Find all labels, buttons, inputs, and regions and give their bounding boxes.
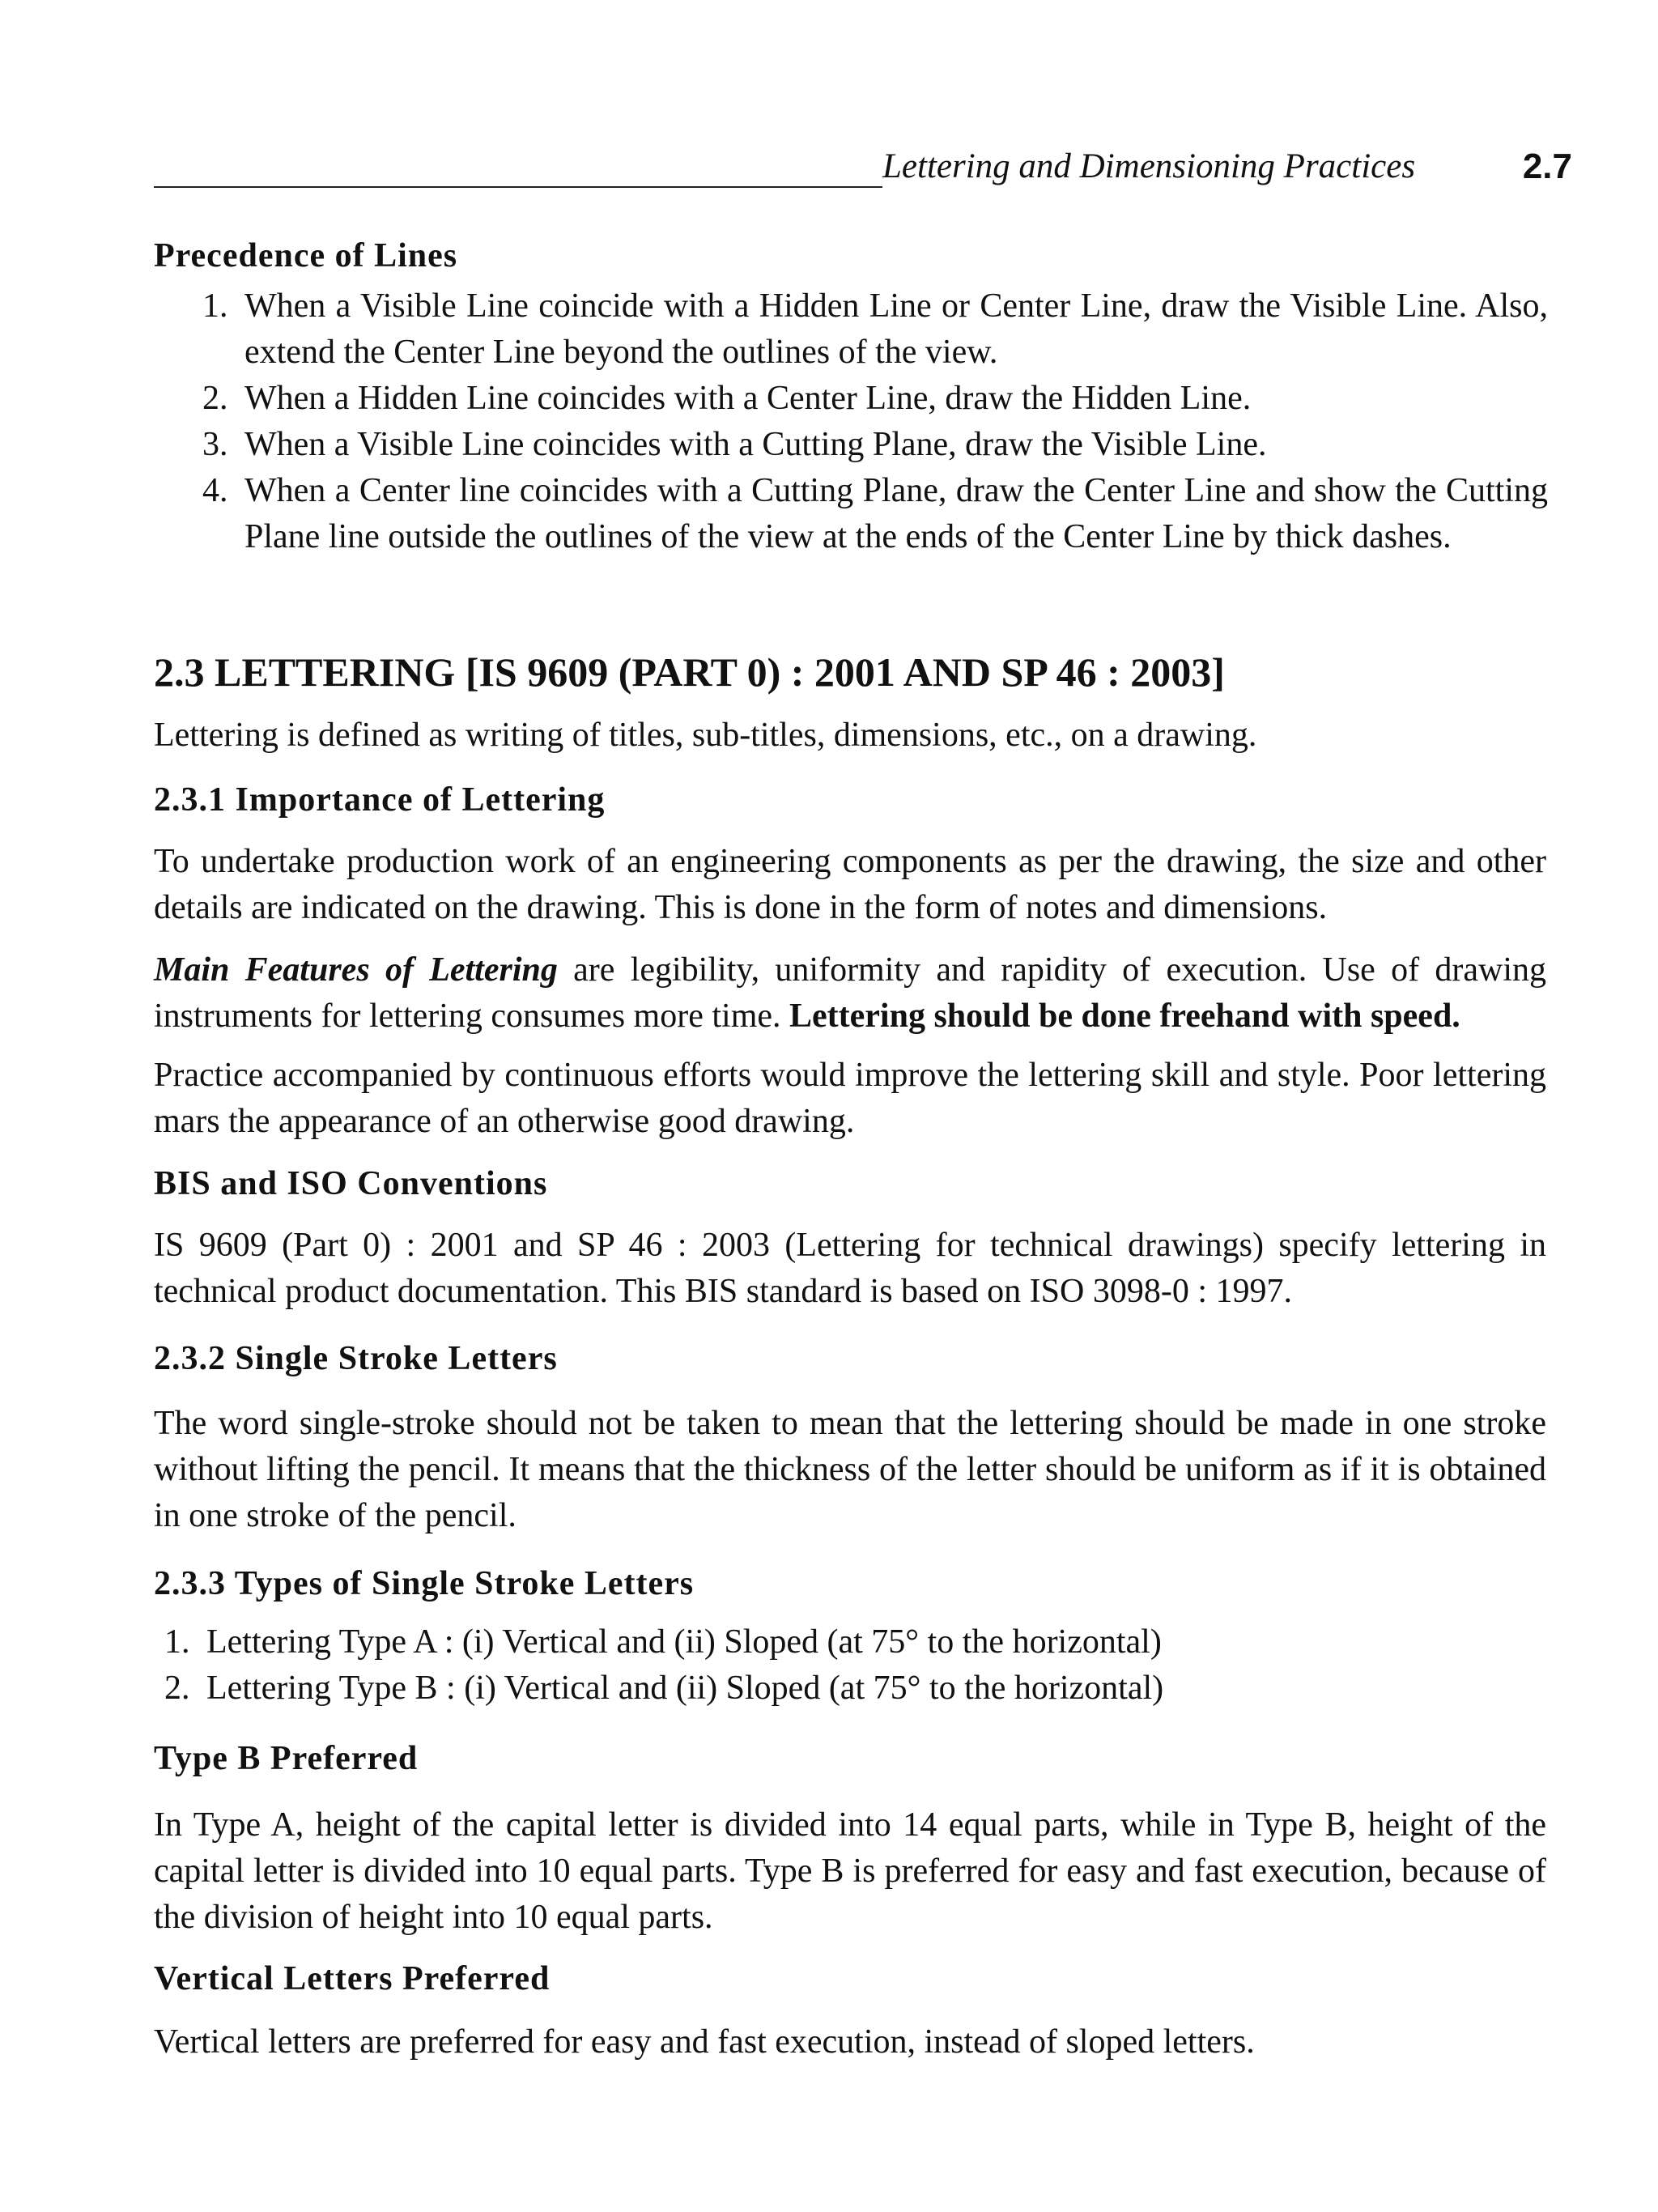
list-text: When a Hidden Line coincides with a Center Line, draw the Hidden Line. (244, 380, 1252, 417)
vertical-paragraph: Vertical letters are preferred for easy and fast execution, instead of sloped letters. (154, 2023, 1255, 2061)
list-item (164, 1665, 1546, 1712)
running-header (154, 144, 1572, 193)
type-b-heading: Type B Preferred (154, 1740, 419, 1777)
section-heading-2-3: 2.3 LETTERING [IS 9609 (PART 0) : 2001 AND SP 46 : 2003] (154, 649, 1225, 695)
main-features-emphasis: Lettering should be done freehand with speed. (789, 998, 1460, 1035)
precedence-heading: Precedence of Lines (154, 237, 458, 274)
practice-paragraph: Practice accompanied by continuous efforts would improve the lettering skill and style. Poor lettering mars the appearance of an otherwise good drawing. (154, 1057, 1546, 1140)
list-item (202, 283, 1548, 376)
list-number: 4. (202, 472, 228, 509)
list-item (202, 376, 1548, 422)
section-heading-2-3-1: 2.3.1 Importance of Lettering (154, 781, 606, 819)
bis-iso-heading: BIS and ISO Conventions (154, 1165, 548, 1202)
section-heading-2-3-3: 2.3.3 Types of Single Stroke Letters (154, 1565, 695, 1602)
list-text: When a Center line coincides with a Cutting Plane, draw the Center Line and show the Cutting Plane line outside the outlines of the view at the ends of the Center Line by thick dashes. (244, 472, 1548, 555)
header-title: Lettering and Dimensioning Practices (882, 147, 1416, 185)
list-number: 1. (164, 1623, 190, 1661)
types-list (164, 1619, 1546, 1712)
precedence-list (202, 283, 1548, 560)
section-heading-2-3-2: 2.3.2 Single Stroke Letters (154, 1340, 558, 1377)
header-rule (154, 186, 882, 188)
list-text: When a Visible Line coincides with a Cutting Plane, draw the Visible Line. (244, 426, 1267, 463)
list-text: When a Visible Line coincide with a Hidden Line or Center Line, draw the Visible Line. Also, extend the Center Line beyond the outlines of the view. (244, 287, 1548, 371)
single-stroke-paragraph: The word single-stroke should not be taken to mean that the lettering should be made in one stroke without lifting the pencil. It means that the thickness of the letter should be uniform as if it is obtained in one stroke of the pencil. (154, 1405, 1546, 1534)
list-item (202, 422, 1548, 468)
list-item (202, 468, 1548, 560)
importance-paragraph: To undertake production work of an engineering components as per the drawing, the size and other details are indicated on the drawing. This is done in the form of notes and dimensions. (154, 843, 1546, 926)
bis-iso-paragraph: IS 9609 (Part 0) : 2001 and SP 46 : 2003 (Lettering for technical drawings) specify lettering in technical product documentation. This BIS standard is based on ISO 3098-0 : 1997. (154, 1227, 1546, 1310)
list-number: 2. (202, 380, 228, 417)
list-number: 2. (164, 1670, 190, 1707)
main-features-lead: Main Features of Lettering (154, 951, 558, 989)
main-features-text: are legibility, uniformity and rapidity of execution. Use of drawing instruments for lettering consumes more time. (154, 951, 1546, 1035)
page-number: 2.7 (1522, 147, 1572, 186)
vertical-heading: Vertical Letters Preferred (154, 1960, 551, 1997)
list-number: 1. (202, 287, 228, 325)
list-text: Lettering Type B : (i) Vertical and (ii) Sloped (at 75° to the horizontal) (206, 1670, 1164, 1707)
list-text: Lettering Type A : (i) Vertical and (ii) Sloped (at 75° to the horizontal) (206, 1623, 1162, 1661)
main-features-paragraph (154, 947, 1546, 1040)
list-number: 3. (202, 426, 228, 463)
type-b-paragraph: In Type A, height of the capital letter is divided into 14 equal parts, while in Type B, height of the capital letter is divided into 10 equal parts. Type B is preferred for easy and fast execution, because of the division of height into 10 equal parts. (154, 1806, 1546, 1936)
list-item (164, 1619, 1546, 1665)
section-intro: Lettering is defined as writing of titles, sub-titles, dimensions, etc., on a drawing. (154, 717, 1257, 754)
